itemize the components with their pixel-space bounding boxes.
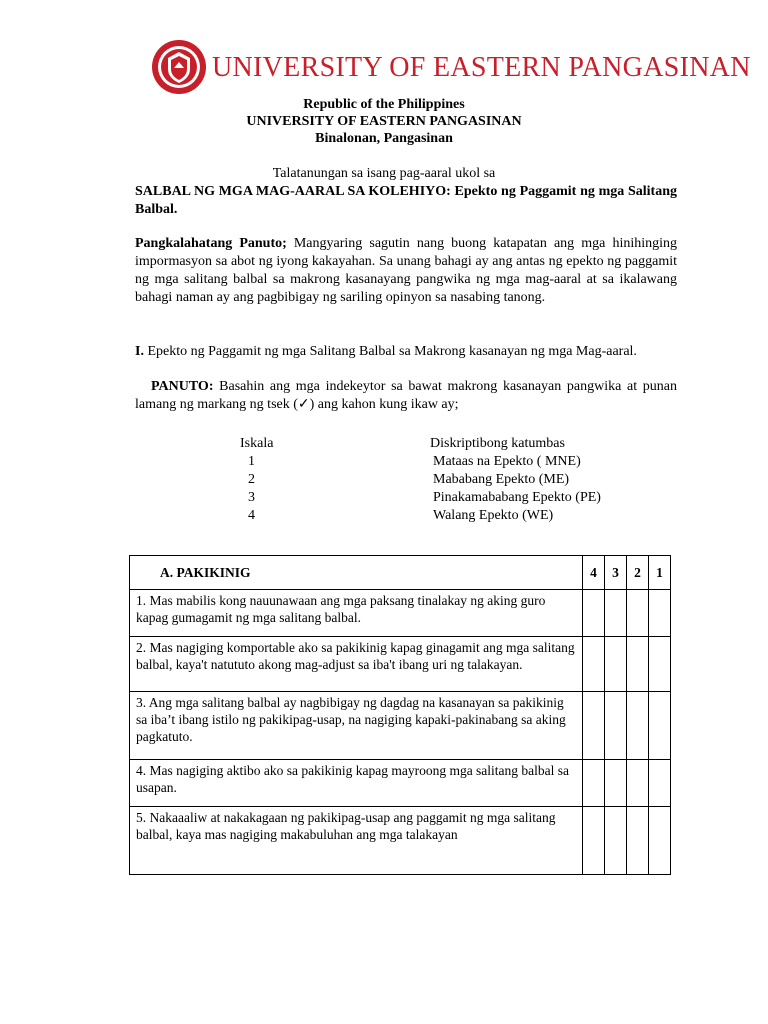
header-location: Binalonan, Pangasinan [315,131,453,146]
scale-value: 4 [248,508,255,523]
table-row [130,692,671,760]
section-one-title: Epekto ng Paggamit ng mga Salitang Balbal sa Makrong kasanayan ng mga Mag-aaral. [143,344,637,359]
table-row [130,760,671,807]
table-row [130,807,671,875]
general-instructions-label: Pangkalahatang Panuto; [135,236,287,251]
rating-checkbox-1[interactable] [649,590,671,637]
rating-checkbox-3[interactable] [605,590,627,637]
table-row [130,590,671,637]
scale-value: 3 [248,490,255,505]
intro-line: Talatanungan sa isang pag-aaral ukol sa [272,166,496,181]
study-title: SALBAL NG MGA MAG-AARAL SA KOLEHIYO: Epekto ng Paggamit ng mga Salitang Balbal. [135,184,677,217]
rating-checkbox-4[interactable] [583,590,605,637]
rating-checkbox-2[interactable] [627,590,649,637]
university-logo [150,38,751,96]
column-header-1: 1 [649,556,671,590]
scale-label: Walang Epekto (WE) [433,508,554,523]
rating-checkbox-4[interactable] [583,692,605,760]
item-text: 1. Mas mabilis kong nauunawaan ang mga paksang tinalakay ng aking guro kapag gumagamit ng mga salitang balbal. [130,590,583,637]
rating-checkbox-4[interactable] [583,760,605,807]
logo-wordmark: UNIVERSITY OF EASTERN PANGASINAN [212,52,751,83]
item-text: 2. Mas nagiging komportable ako sa pakikinig kapag ginagamit ang mga salitang balbal, kaya't natututo akong mag-adjust sa iba't ibang uri ng talakayan. [130,637,583,692]
panuto-label: PANUTO: [151,379,214,394]
section-one-number: I. [135,344,144,359]
rating-checkbox-4[interactable] [583,807,605,875]
scale-value: 1 [248,454,255,469]
table-row [130,637,671,692]
section-one-heading [135,343,677,361]
rating-checkbox-3[interactable] [605,807,627,875]
rating-checkbox-2[interactable] [627,807,649,875]
rating-checkbox-1[interactable] [649,637,671,692]
header-republic: Republic of the Philippines [303,97,465,112]
general-instructions-text: Mangyaring sagutin nang buong katapatan ang mga hinihinging impormasyon sa abot ng iyong kakayahan. Sa unang bahagi ay ang antas ng epekto ng paggamit ng mga salitang balbal sa makrong kasanayang pangwika ng mga mag-aaral at sa ikalawang bahagi naman ay ang pagbibigay ng sariling opinyon sa nasabing tanong. [135,236,677,305]
rating-checkbox-2[interactable] [627,637,649,692]
table-section-title: A. PAKIKINIG [130,556,583,590]
scale-header-descriptive: Diskriptibong katumbas [430,436,565,451]
panuto-text: Basahin ang mga indekeytor sa bawat makrong kasanayan pangwika at punan lamang ng markang ng tsek (✓) ang kahon kung ikaw ay; [135,379,677,412]
rating-checkbox-1[interactable] [649,760,671,807]
scale-label: Mataas na Epekto ( MNE) [433,454,581,469]
pakikinig-rating-table [129,555,671,875]
rating-checkbox-3[interactable] [605,692,627,760]
header-university: UNIVERSITY OF EASTERN PANGASINAN [246,114,522,129]
rating-checkbox-2[interactable] [627,692,649,760]
general-instructions [135,235,677,307]
rating-checkbox-1[interactable] [649,807,671,875]
table-header-row [130,556,671,590]
column-header-4: 4 [583,556,605,590]
rating-checkbox-2[interactable] [627,760,649,807]
rating-checkbox-1[interactable] [649,692,671,760]
item-text: 3. Ang mga salitang balbal ay nagbibigay ng dagdag na kasanayan sa pakikinig sa iba’t ibang istilo ng pakikipag-usap, na nagiging kapaki-pakinabang sa aking pagkatuto. [130,692,583,760]
item-text: 5. Nakaaaliw at nakakagaan ng pakikipag-usap ang paggamit ng mga salitang balbal, kaya mas nagiging makabuluhan ang mga talakayan [130,807,583,875]
scale-value: 2 [248,472,255,487]
rating-checkbox-3[interactable] [605,760,627,807]
scale-label: Pinakamababang Epekto (PE) [433,490,601,505]
scale-label: Mababang Epekto (ME) [433,472,570,487]
rating-checkbox-4[interactable] [583,637,605,692]
column-header-3: 3 [605,556,627,590]
column-header-2: 2 [627,556,649,590]
panuto-instructions [135,378,677,414]
university-seal-icon [150,38,208,96]
scale-header-iskala: Iskala [240,436,274,451]
item-text: 4. Mas nagiging aktibo ako sa pakikinig kapag mayroong mga salitang balbal sa usapan. [130,760,583,807]
rating-checkbox-3[interactable] [605,637,627,692]
